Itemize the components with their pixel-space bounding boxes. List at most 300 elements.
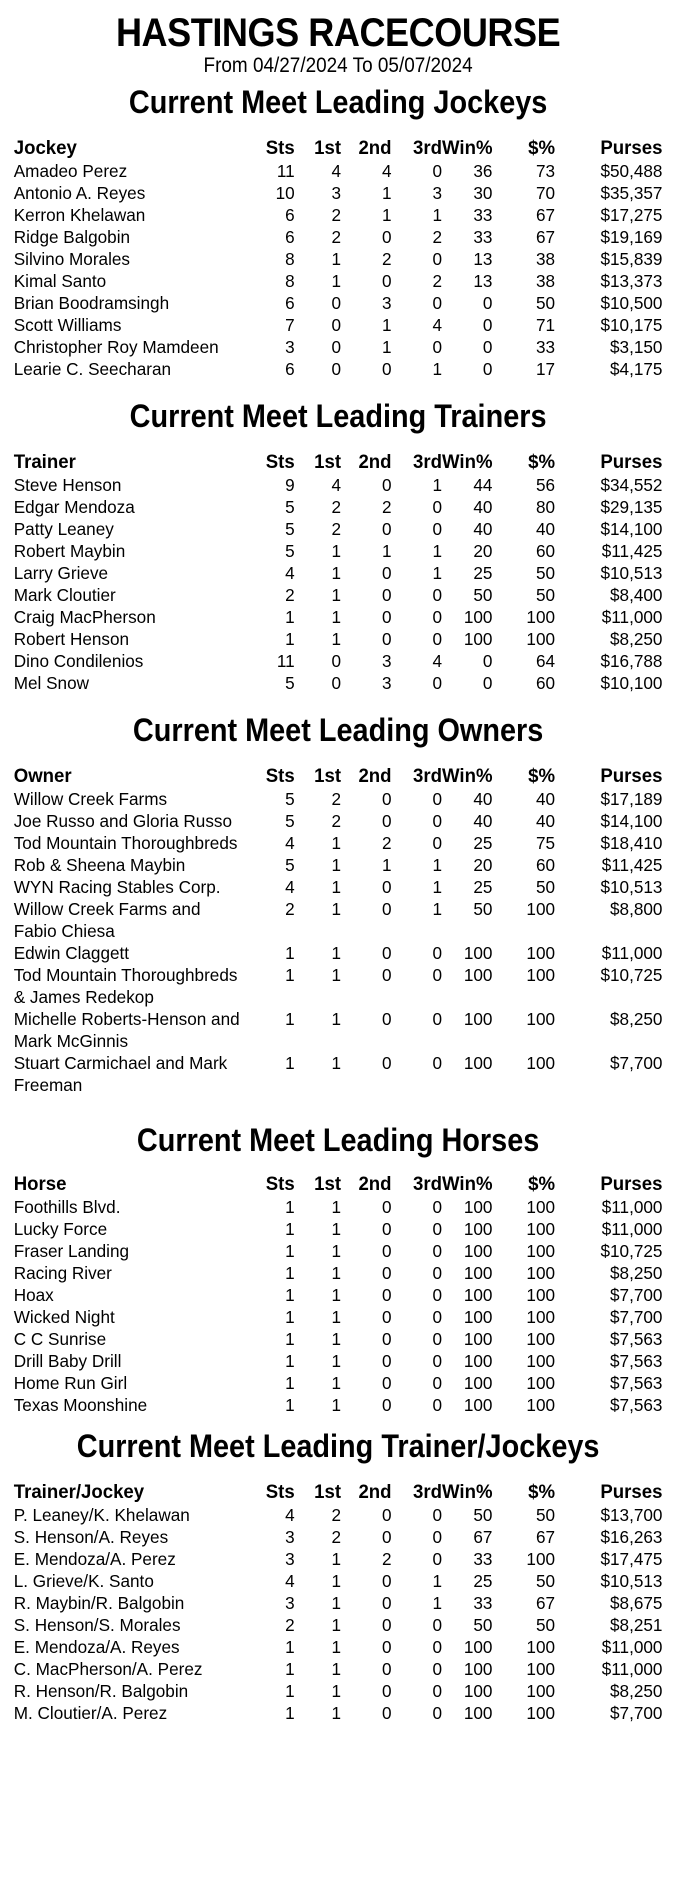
cell-first: 1 [331,271,342,291]
cell-purses: $11,000 [601,1219,663,1239]
cell-sts: 5 [285,541,295,561]
table-row [0,518,676,540]
cell-third: 0 [432,789,443,809]
cell-money-pct: 60 [535,673,556,693]
cell-sts: 3 [285,337,295,357]
cell-second: 1 [382,183,392,203]
cell-name: Ridge Balgobin [13,227,131,247]
cell-sts: 4 [285,833,295,853]
cell-money-pct: 50 [535,1505,556,1525]
cell-sts: 4 [285,877,295,897]
cell-name: Steve Henson [13,475,122,495]
cell-money-pct: 40 [535,811,556,831]
cell-money-pct: 100 [526,1395,556,1415]
cell-second: 2 [382,249,392,269]
cell-first: 1 [331,1593,342,1613]
cell-name: Learie C. Seecharan [13,359,172,379]
table-row [0,1702,676,1724]
cell-first: 1 [331,541,342,561]
cell-money-pct: 100 [526,1659,556,1679]
cell-purses: $7,700 [610,1285,663,1305]
cell-sts: 5 [285,497,295,517]
cell-purses: $7,700 [610,1053,663,1073]
cell-sts: 2 [285,585,295,605]
cell-name: Robert Maybin [13,541,126,561]
cell-first: 0 [331,315,342,335]
cell-name: Amadeo Perez [13,161,128,181]
table-row [0,606,676,628]
cell-name: Joe Russo and Gloria Russo [13,811,233,831]
column-header-second: 2nd [358,1174,392,1195]
cell-purses: $11,000 [601,1659,663,1679]
cell-name: E. Mendoza/A. Perez [13,1549,176,1569]
cell-money-pct: 67 [535,1527,556,1547]
cell-sts: 3 [285,1527,295,1547]
cell-purses: $4,175 [610,359,663,379]
cell-money-pct: 100 [526,1637,556,1657]
table-header-row [0,766,676,788]
table-row [0,788,676,810]
table-row [0,562,676,584]
cell-second: 0 [382,1395,392,1415]
column-header-second: 2nd [358,138,392,159]
cell-purses: $10,725 [600,965,663,985]
cell-money-pct: 70 [535,183,556,203]
column-header-name: Owner [13,766,72,787]
cell-name: Drill Baby Drill [13,1351,122,1371]
cell-money-pct: 50 [535,1571,556,1591]
cell-purses: $11,000 [601,943,663,963]
cell-money-pct: 33 [535,337,556,357]
column-header-first: 1st [314,1174,342,1195]
cell-first: 0 [331,359,342,379]
cell-second: 0 [382,1351,392,1371]
cell-second: 4 [382,161,392,181]
section-trainer-jockeys [0,1428,676,1724]
cell-second: 0 [382,607,392,627]
cell-sts: 5 [285,519,295,539]
cell-name: Hoax [13,1285,54,1305]
cell-sts: 1 [285,1263,295,1283]
cell-name: Scott Williams [13,315,122,335]
cell-sts: 1 [285,1395,295,1415]
cell-name: E. Mendoza/A. Reyes [13,1637,180,1657]
table-row [0,358,676,380]
column-header-third: 3rd [413,1174,443,1195]
cell-second: 0 [382,359,392,379]
cell-sts: 8 [285,271,295,291]
cell-win-pct: 100 [463,1263,493,1283]
cell-sts: 1 [285,965,295,985]
cell-win-pct: 20 [473,855,493,875]
cell-name: Patty Leaney [13,519,114,539]
cell-first: 1 [331,1395,342,1415]
cell-win-pct: 100 [463,1197,493,1217]
cell-money-pct: 67 [535,205,556,225]
cell-purses: $7,700 [610,1703,663,1723]
cell-first: 4 [331,475,342,495]
cell-purses: $8,400 [610,585,663,605]
cell-sts: 1 [285,1659,295,1679]
table-row [0,1240,676,1262]
cell-name: Willow Creek Farms [13,789,168,809]
cell-win-pct: 0 [482,337,493,357]
cell-win-pct: 20 [473,541,493,561]
cell-sts: 1 [285,1053,295,1073]
owners-table [0,766,676,1096]
column-header-win-pct: Win% [442,138,493,159]
cell-win-pct: 25 [473,563,493,583]
cell-second: 3 [382,651,392,671]
cell-third: 0 [432,519,443,539]
cell-win-pct: 100 [463,1637,493,1657]
cell-purses: $11,425 [601,541,663,561]
table-row [0,160,676,182]
cell-second: 0 [382,1241,392,1261]
cell-second: 0 [382,227,392,247]
cell-second: 0 [382,1285,392,1305]
section-title: Current Meet Leading Horses [136,1122,540,1158]
cell-sts: 2 [285,899,295,919]
cell-second: 0 [382,1681,392,1701]
cell-second: 0 [382,965,392,985]
cell-third: 0 [432,497,443,517]
cell-first: 1 [331,1373,342,1393]
page-title: HASTINGS RACECOURSE [115,11,561,55]
cell-money-pct: 100 [526,1009,556,1029]
cell-money-pct: 80 [535,497,556,517]
cell-name: Mel Snow [13,673,90,693]
cell-first: 1 [331,1615,342,1635]
cell-name: Fraser Landing [13,1241,130,1261]
cell-sts: 5 [285,811,295,831]
cell-money-pct: 40 [535,519,556,539]
cell-third: 4 [432,315,443,335]
cell-second: 3 [382,673,392,693]
column-header-money-pct: $% [528,1482,556,1503]
cell-second: 0 [382,1329,392,1349]
column-header-purses: Purses [600,766,663,787]
cell-name: Racing River [13,1263,112,1283]
cell-first: 1 [331,1637,342,1657]
cell-sts: 4 [285,1505,295,1525]
cell-second: 0 [382,1659,392,1679]
table-row [0,1196,676,1218]
cell-win-pct: 100 [463,1053,493,1073]
cell-purses: $14,100 [600,519,663,539]
cell-third: 0 [432,629,443,649]
cell-purses: $8,250 [610,1263,663,1283]
cell-name: R. Henson/R. Balgobin [13,1681,189,1701]
cell-second: 1 [382,337,392,357]
cell-purses: $3,150 [610,337,663,357]
cell-first: 0 [331,337,342,357]
cell-money-pct: 100 [526,1373,556,1393]
cell-first: 2 [331,811,342,831]
cell-win-pct: 100 [463,965,493,985]
cell-money-pct: 100 [526,607,556,627]
cell-money-pct: 100 [526,1241,556,1261]
table-row [0,1680,676,1702]
cell-sts: 8 [285,249,295,269]
column-header-first: 1st [314,1482,342,1503]
cell-purses: $7,563 [610,1329,663,1349]
cell-sts: 6 [285,293,295,313]
cell-win-pct: 33 [473,227,493,247]
cell-sts: 1 [285,1703,295,1723]
cell-first: 1 [331,585,342,605]
cell-money-pct: 67 [535,227,556,247]
cell-first: 1 [331,877,342,897]
cell-name: P. Leaney/K. Khelawan [13,1505,190,1525]
cell-second: 1 [382,855,392,875]
cell-win-pct: 0 [482,293,493,313]
table-row [0,496,676,518]
cell-sts: 6 [285,359,295,379]
table-row [0,226,676,248]
column-header-win-pct: Win% [442,452,493,473]
section-jockeys [0,84,676,380]
column-header-purses: Purses [600,1482,663,1503]
cell-money-pct: 50 [535,293,556,313]
cell-first: 0 [331,673,342,693]
cell-third: 0 [432,1659,443,1679]
cell-first: 1 [331,943,342,963]
cell-win-pct: 100 [463,1373,493,1393]
column-header-second: 2nd [358,766,392,787]
cell-win-pct: 100 [463,1219,493,1239]
table-row [0,898,676,942]
cell-sts: 10 [275,183,295,203]
cell-first: 2 [331,227,342,247]
cell-money-pct: 100 [526,1549,556,1569]
cell-third: 0 [432,1219,443,1239]
trainer-jockeys-table [0,1482,676,1724]
column-header-third: 3rd [413,452,443,473]
cell-second: 0 [382,563,392,583]
table-row [0,1306,676,1328]
cell-second: 0 [382,585,392,605]
column-header-money-pct: $% [528,1174,556,1195]
column-header-third: 3rd [413,1482,443,1503]
column-header-first: 1st [314,138,342,159]
column-header-first: 1st [314,766,342,787]
cell-money-pct: 60 [535,541,556,561]
column-header-third: 3rd [413,766,443,787]
cell-purses: $15,839 [600,249,663,269]
cell-sts: 9 [285,475,295,495]
cell-money-pct: 40 [535,789,556,809]
cell-purses: $11,425 [601,855,663,875]
cell-first: 1 [331,1307,342,1327]
cell-sts: 7 [285,315,295,335]
cell-name: Edwin Claggett [13,943,130,963]
cell-win-pct: 100 [463,1351,493,1371]
cell-first: 2 [331,497,342,517]
cell-first: 1 [331,1549,342,1569]
cell-win-pct: 25 [473,877,493,897]
cell-third: 3 [432,183,443,203]
cell-name: M. Cloutier/A. Perez [13,1703,168,1723]
cell-first: 3 [331,183,342,203]
cell-name: L. Grieve/K. Santo [13,1571,154,1591]
cell-second: 0 [382,1219,392,1239]
cell-second: 0 [382,1637,392,1657]
cell-money-pct: 75 [535,833,556,853]
cell-money-pct: 100 [526,1263,556,1283]
cell-name: Stuart Carmichael and Mark Freeman [13,1053,228,1095]
cell-purses: $10,100 [600,673,663,693]
section-title: Current Meet Leading Owners [132,712,544,748]
cell-third: 0 [432,1263,443,1283]
cell-win-pct: 50 [473,585,493,605]
cell-third: 0 [432,1527,443,1547]
cell-purses: $17,189 [600,789,663,809]
cell-sts: 1 [285,943,295,963]
table-row [0,1394,676,1416]
cell-sts: 4 [285,1571,295,1591]
cell-money-pct: 38 [535,271,556,291]
column-header-name: Horse [13,1174,67,1195]
cell-sts: 3 [285,1593,295,1613]
cell-sts: 11 [276,161,295,181]
section-horses [0,1122,676,1416]
cell-name: Kerron Khelawan [13,205,146,225]
cell-second: 2 [382,833,392,853]
cell-money-pct: 50 [535,1615,556,1635]
cell-win-pct: 0 [482,673,493,693]
cell-win-pct: 40 [473,497,493,517]
column-header-win-pct: Win% [442,766,493,787]
cell-win-pct: 13 [473,271,493,291]
column-header-money-pct: $% [528,452,556,473]
table-row [0,1570,676,1592]
cell-third: 0 [432,833,443,853]
cell-third: 1 [432,563,443,583]
cell-third: 0 [432,1351,443,1371]
cell-third: 0 [432,585,443,605]
cell-money-pct: 100 [526,1219,556,1239]
cell-sts: 1 [285,607,295,627]
cell-purses: $13,700 [600,1505,663,1525]
cell-name: Brian Boodramsingh [13,293,170,313]
cell-first: 0 [331,651,342,671]
cell-third: 0 [432,161,443,181]
cell-win-pct: 100 [463,943,493,963]
cell-third: 0 [432,673,443,693]
cell-name: C C Sunrise [13,1329,107,1349]
cell-third: 1 [432,205,443,225]
cell-third: 1 [432,541,443,561]
table-row [0,876,676,898]
cell-second: 0 [382,1615,392,1635]
column-header-sts: Sts [265,138,295,159]
cell-purses: $19,169 [600,227,663,247]
cell-sts: 1 [285,1009,295,1029]
cell-first: 4 [331,161,342,181]
cell-second: 0 [382,1505,392,1525]
cell-name: Wicked Night [13,1307,115,1327]
cell-name: Dino Condilenios [13,651,144,671]
cell-name: Home Run Girl [13,1373,128,1393]
cell-sts: 2 [285,1615,295,1635]
cell-first: 1 [331,1241,342,1261]
cell-first: 1 [331,1219,342,1239]
cell-third: 0 [432,1505,443,1525]
cell-sts: 1 [285,1373,295,1393]
cell-sts: 6 [285,205,295,225]
column-header-third: 3rd [413,138,443,159]
cell-purses: $10,175 [600,315,663,335]
cell-name: S. Henson/A. Reyes [13,1527,169,1547]
jockeys-table [0,138,676,380]
cell-money-pct: 64 [535,651,556,671]
column-header-sts: Sts [265,1482,295,1503]
cell-name: Texas Moonshine [13,1395,148,1415]
cell-sts: 3 [285,1549,295,1569]
cell-third: 2 [432,271,443,291]
cell-purses: $8,250 [610,629,663,649]
column-header-purses: Purses [600,1174,663,1195]
cell-win-pct: 25 [473,833,493,853]
cell-third: 0 [432,293,443,313]
cell-name: Edgar Mendoza [13,497,135,517]
cell-purses: $8,250 [610,1009,663,1029]
cell-win-pct: 100 [463,1241,493,1261]
table-row [0,474,676,496]
table-header-row [0,138,676,160]
cell-first: 1 [331,1285,342,1305]
table-header-row [0,1482,676,1504]
cell-first: 1 [331,1681,342,1701]
cell-money-pct: 50 [535,585,556,605]
cell-purses: $17,475 [600,1549,663,1569]
cell-money-pct: 100 [526,629,556,649]
cell-win-pct: 36 [473,161,493,181]
cell-sts: 4 [285,563,295,583]
cell-win-pct: 44 [473,475,493,495]
cell-second: 0 [382,811,392,831]
cell-third: 0 [432,607,443,627]
cell-name: Foothills Blvd. [13,1197,121,1217]
table-row [0,1052,676,1096]
cell-first: 1 [331,1009,342,1029]
cell-money-pct: 100 [526,943,556,963]
cell-purses: $7,700 [610,1307,663,1327]
column-header-second: 2nd [358,1482,392,1503]
cell-win-pct: 100 [463,1285,493,1305]
section-trainers [0,398,676,694]
cell-second: 0 [382,1373,392,1393]
cell-purses: $7,563 [610,1351,663,1371]
cell-purses: $10,725 [600,1241,663,1261]
cell-sts: 1 [285,1351,295,1371]
cell-name: Tod Mountain Thoroughbreds [13,833,238,853]
cell-sts: 5 [285,855,295,875]
cell-third: 0 [432,965,443,985]
table-row [0,182,676,204]
cell-first: 1 [331,249,342,269]
table-row [0,1008,676,1052]
cell-third: 2 [432,227,443,247]
table-row [0,942,676,964]
cell-first: 1 [331,629,342,649]
table-row [0,810,676,832]
cell-third: 0 [432,1373,443,1393]
cell-purses: $16,788 [600,651,663,671]
table-row [0,650,676,672]
cell-second: 0 [382,1307,392,1327]
